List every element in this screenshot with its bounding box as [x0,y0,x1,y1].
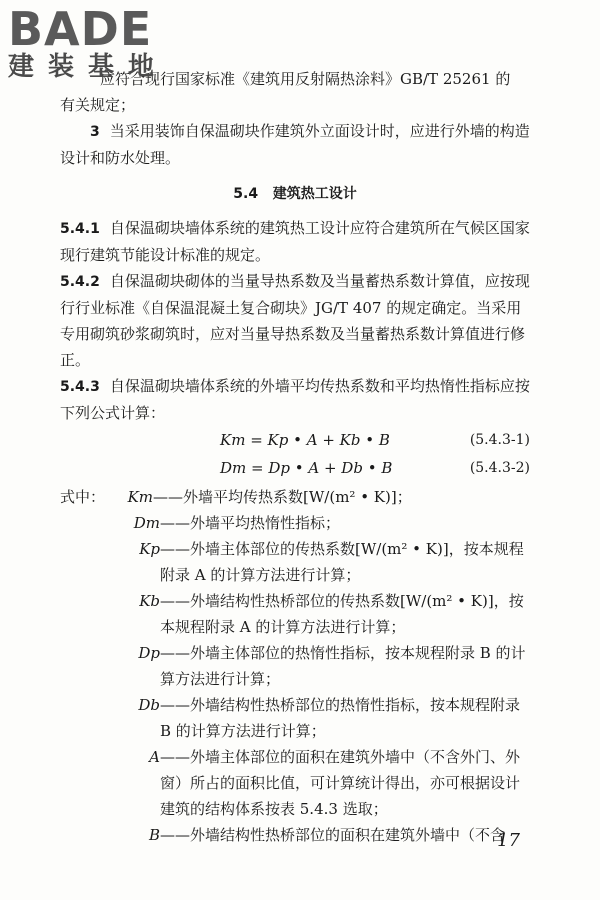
item-number: 3 [90,124,100,140]
clause-text: 自保温砌块墙体系统的外墙平均传热系数和平均热惰性指标应按下列公式计算： [60,377,530,422]
definition-text: ——外墙主体部位的热惰性指标，按本规程附录 B 的计算方法进行计算； [160,644,526,688]
definition-text: ——外墙平均热惰性指标； [160,514,341,532]
formula-expr: Km = Kp • A + Kb • B [220,431,390,449]
definition [60,692,530,744]
section-heading [60,181,530,207]
definition-symbol: Db [138,696,160,714]
definition-symbol: Dm [133,514,160,532]
definition-text: ——外墙主体部位的面积在建筑外墙中（不含外门、外窗）所占的面积比值，可计算统计得出，亦可根据设计建筑的结构体系按表 5.4.3 选取； [160,748,521,818]
clause-text: 自保温砌块砌体的当量导热系数及当量蓄热系数计算值，应按现行行业标准《自保温混凝土复合砌块》JG/T 407 的规定确定。当采用专用砌筑砂浆砌筑时，应对当量导热系数及当量蓄热系数计算值进行修正。 [60,272,530,369]
text-line: 有关规定； [60,96,136,114]
definition-symbol: A [149,748,160,766]
clause-text: 自保温砌块墙体系统的建筑热工设计应符合建筑所在气候区国家现行建筑节能设计标准的规定。 [60,219,530,264]
where-label: 式中： [60,488,106,506]
definition-text: ——外墙结构性热桥部位的热惰性指标，按本规程附录 B 的计算方法进行计算； [160,696,521,740]
definition [60,640,530,692]
formula [60,426,530,454]
definition-text: ——外墙平均传热系数[W/(m² • K)]； [153,488,412,506]
clause-number: 5.4.3 [60,379,100,395]
definition-symbol: Kb [139,592,160,610]
item-text: 当采用装饰自保温砌块作建筑外立面设计时，应进行外墙的构造设计和防水处理。 [60,122,530,167]
definition [60,588,530,640]
definitions [60,484,530,848]
definition [60,822,530,848]
clause [60,215,530,268]
definition-symbol: Kp [139,540,160,558]
definition [60,484,530,510]
formula-expr: Dm = Dp • A + Db • B [220,459,393,477]
definition-text: ——外墙结构性热桥部位的面积在建筑外墙中（不含 [160,826,506,844]
definition-text: ——外墙结构性热桥部位的传热系数[W/(m² • K)]，按本规程附录 A 的计算方法进行计算； [160,592,524,636]
logo-sub: 建装基地 [8,52,169,82]
page-number: 17 [497,830,520,851]
definition-symbol: Dp [138,644,160,662]
definition [60,536,530,588]
definition-symbol: B [148,826,160,844]
clause-number: 5.4.2 [60,274,100,290]
clause [60,373,530,426]
logo [8,4,188,82]
formula [60,454,530,482]
formula-number: (5.4.3-1) [469,432,530,448]
text-line: 应符合现行国家标准《建筑用反射隔热涂料》GB/T 25261 的 [100,70,511,88]
clause-number: 5.4.1 [60,221,100,237]
definition-symbol: Km [127,488,154,506]
definition [60,744,530,822]
section-title: 建筑热工设计 [272,186,357,202]
clause [60,268,530,373]
item-3 [60,118,530,171]
logo-main: BADE [8,2,153,56]
document-page [60,66,530,848]
definition [60,510,530,536]
section-number: 5.4 [233,186,259,202]
formula-number: (5.4.3-2) [469,460,530,476]
definition-text: ——外墙主体部位的传热系数[W/(m² • K)]，按本规程附录 A 的计算方法进行计算； [160,540,524,584]
